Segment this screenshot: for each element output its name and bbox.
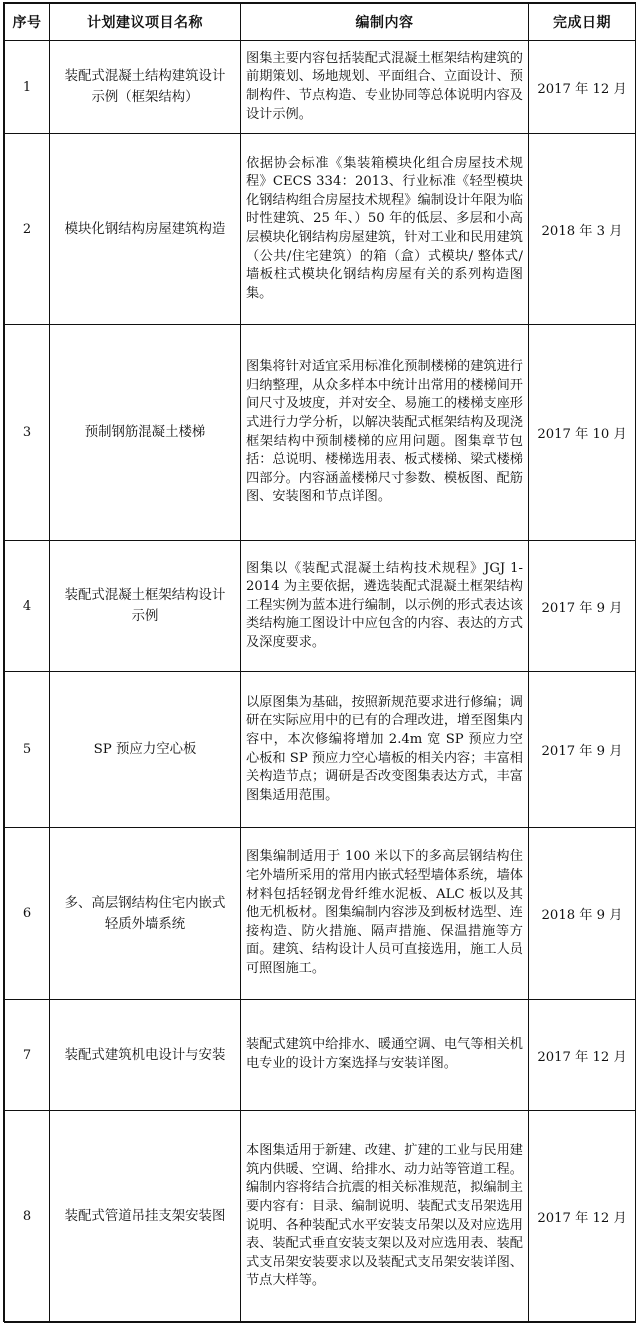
project-name: 装配式管道吊挂支架安装图 — [50, 1111, 241, 1323]
completion-date: 2018 年 3 月 — [529, 134, 636, 325]
header-name: 计划建议项目名称 — [50, 4, 241, 41]
project-name: 模块化钢结构房屋建筑构造 — [50, 134, 241, 325]
row-number: 1 — [5, 41, 50, 134]
table-row — [5, 828, 636, 1000]
row-number: 7 — [5, 1000, 50, 1111]
completion-date: 2017 年 12 月 — [529, 41, 636, 134]
row-number: 5 — [5, 672, 50, 828]
project-name: 装配式建筑机电设计与安装 — [50, 1000, 241, 1111]
completion-date: 2018 年 9 月 — [529, 828, 636, 1000]
header-content: 编制内容 — [241, 4, 529, 41]
project-content — [241, 541, 529, 672]
project-content — [241, 134, 529, 325]
content-paragraph: 装配式建筑中给排水、暖通空调、电气等相关机电专业的设计方案选择与安装详图。 — [246, 1037, 523, 1071]
project-name: 预制钢筋混凝土楼梯 — [50, 325, 241, 541]
project-content — [241, 1111, 529, 1323]
project-content — [241, 41, 529, 134]
content-paragraph: 以原图集为基础，按照新规范要求进行修编；调研在实际应用中的已有的合理改进，增至图集内容中，本次修编将增加 2.4m 宽 SP 预应力空心板和 SP 预应力空心墙板的相关内容；丰富相关构造节点；调研是否改变图集表达方式，丰富图集适用范围。 — [246, 694, 523, 803]
completion-date: 2017 年 10 月 — [529, 325, 636, 541]
header-num: 序号 — [5, 4, 50, 41]
completion-date: 2017 年 12 月 — [529, 1000, 636, 1111]
header-row — [5, 4, 636, 41]
project-content — [241, 1000, 529, 1111]
row-number: 4 — [5, 541, 50, 672]
plan-table-document — [3, 2, 636, 1322]
project-name: 装配式混凝土框架结构设计示例 — [50, 541, 241, 672]
content-paragraph: 编制内容将结合抗震的相关标准规范，拟编制主要内容有：目录、编制说明、装配式支吊架选用说明、各种装配式水平安装支吊架以及对应选用表、装配式垂直安装支架以及对应选用表、装配式支吊架安装要求以及装配式支吊架安装详图、节点大样等。 — [246, 1180, 523, 1289]
plan-table — [4, 3, 636, 1323]
row-number: 2 — [5, 134, 50, 325]
content-paragraph: 图集主要内容包括装配式混凝土框架结构建筑的前期策划、场地规划、平面组合、立面设计、预制构件、节点构造、专业协同等总体说明内容及设计示例。 — [246, 50, 523, 122]
row-number: 6 — [5, 828, 50, 1000]
row-number: 3 — [5, 325, 50, 541]
table-row — [5, 41, 636, 134]
content-paragraph: 依据协会标准《集装箱模块化组合房屋技术规程》CECS 334：2013、行业标准《轻型模块化钢结构组合房屋技术规程》编制设计年限为临时性建筑、25 年、）50 年的低层、多层和小高层模块化钢结构房屋建筑，针对工业和民用建筑（公共/住宅建筑）的箱（盒）式模块/ 整体式/墙板柱式模块化钢结构房屋有关的系列构造图集。 — [246, 155, 523, 301]
content-paragraph: 图集编制适用于 100 米以下的多高层钢结构住宅外墙所采用的常用内嵌式轻型墙体系统，墙体材料包括轻钢龙骨纤维水泥板、ALC 板以及其他无机板材。图集编制内容涉及到板材选型、连接构造、防火措施、隔声措施、保温措施等方面。建筑、结构设计人员可直接选用，施工人员可照图施工。 — [246, 849, 523, 976]
project-name: 装配式混凝土结构建筑设计示例（框架结构） — [50, 41, 241, 134]
completion-date: 2017 年 9 月 — [529, 541, 636, 672]
header-date: 完成日期 — [529, 4, 636, 41]
project-name: SP 预应力空心板 — [50, 672, 241, 828]
table-row — [5, 672, 636, 828]
table-row — [5, 541, 636, 672]
project-content — [241, 325, 529, 541]
project-name: 多、高层钢结构住宅内嵌式轻质外墙系统 — [50, 828, 241, 1000]
project-content — [241, 672, 529, 828]
completion-date: 2017 年 12 月 — [529, 1111, 636, 1323]
completion-date: 2017 年 9 月 — [529, 672, 636, 828]
table-row — [5, 134, 636, 325]
project-content — [241, 828, 529, 1000]
table-row — [5, 325, 636, 541]
content-paragraph: 图集将针对适宜采用标准化预制楼梯的建筑进行归纳整理，从众多样本中统计出常用的楼梯间开间尺寸及坡度，并对安全、易施工的楼梯支座形式进行力学分析，以解决装配式框架结构及现浇框架结构中预制楼梯的应用问题。图集章节包括：总说明、楼梯选用表、板式楼梯、梁式楼梯四部分。内容涵盖楼梯尺寸参数、模板图、配筋图、安装图和节点详图。 — [246, 359, 523, 505]
content-paragraph: 本图集适用于新建、改建、扩建的工业与民用建筑内供暖、空调、给排水、动力站等管道工程。 — [246, 1143, 523, 1177]
table-row — [5, 1000, 636, 1111]
content-paragraph: 图集以《装配式混凝土结构技术规程》JGJ 1-2014 为主要依据，遴选装配式混凝土框架结构工程实例为蓝本进行编制，以示例的形式表达该类结构施工图设计中应包含的内容、表达的方式及深度要求。 — [246, 560, 523, 650]
table-row — [5, 1111, 636, 1323]
row-number: 8 — [5, 1111, 50, 1323]
